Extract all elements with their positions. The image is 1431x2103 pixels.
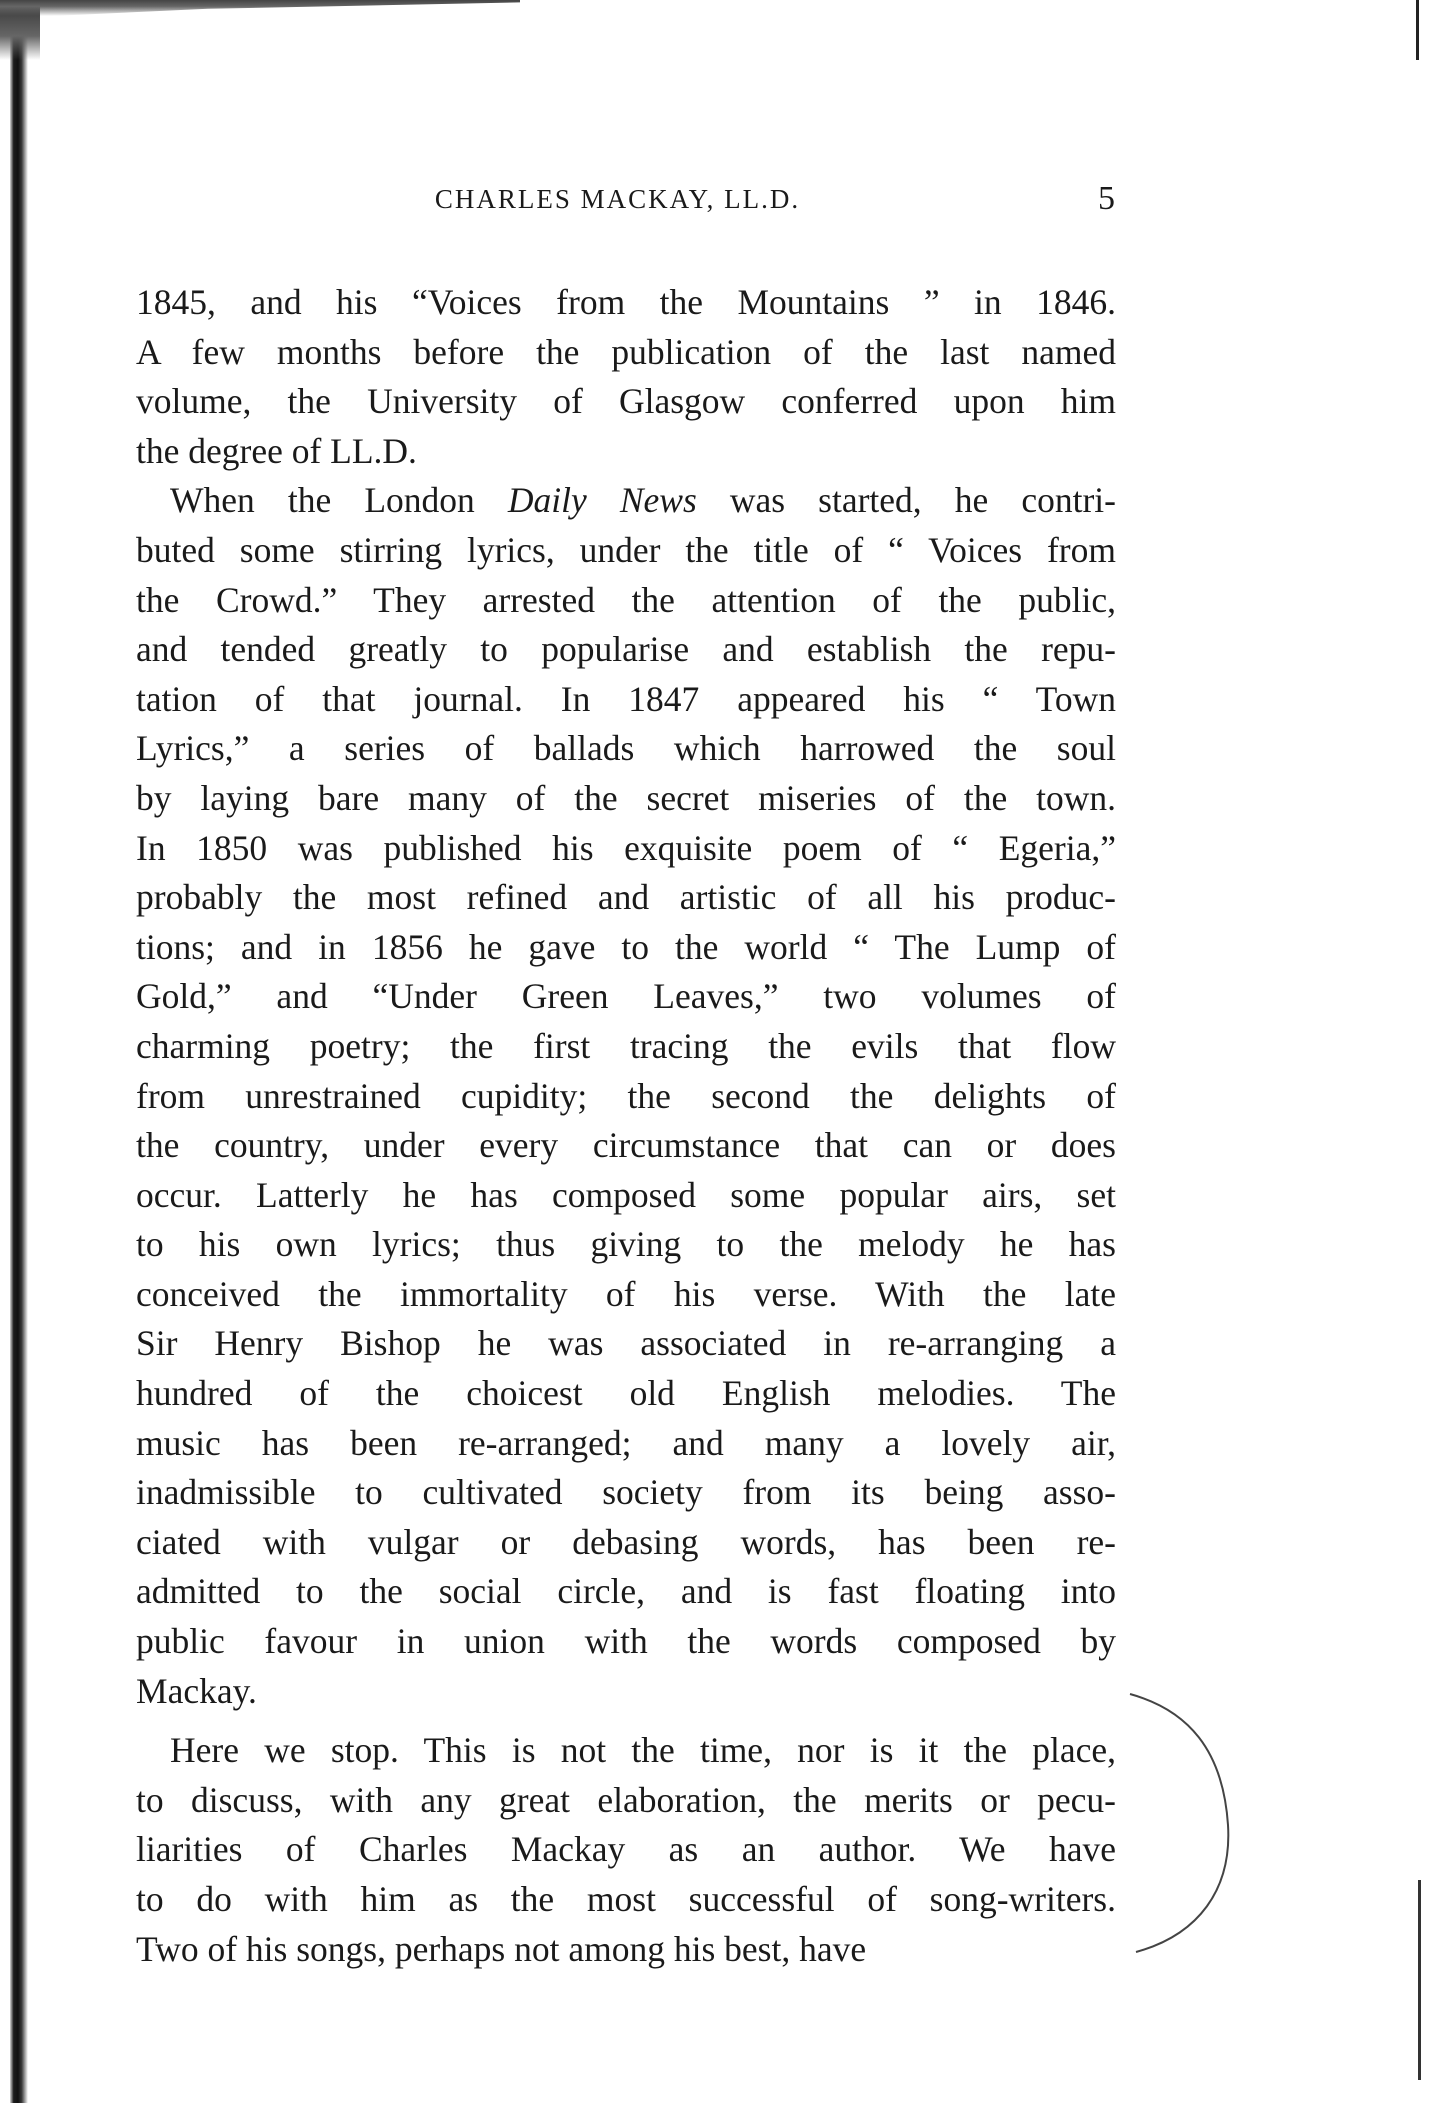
text-line: the Crowd.” They arrested the attention of the public,: [136, 579, 1116, 620]
text-line: buted some stirring lyrics, under the title of “ Voices from: [136, 529, 1116, 570]
text-line: hundred of the choicest old English melodies. The: [136, 1373, 1116, 1414]
text-line: Here we stop. This is not the time, nor is it the place,: [170, 1730, 1116, 1771]
text-line: inadmissible to cultivated society from its being asso-: [136, 1472, 1116, 1513]
text-line: admitted to the social circle, and is fast floating into: [136, 1571, 1116, 1612]
text-line: Gold,” and “Under Green Leaves,” two volumes of: [136, 976, 1116, 1017]
text-line: 1845, and his “Voices from the Mountains ” in 1846.: [136, 282, 1116, 322]
paragraph: [136, 1726, 1116, 1974]
running-head: [140, 180, 1115, 220]
text-line: volume, the University of Glasgow conferred upon him: [136, 381, 1116, 422]
text-line: conceived the immortality of his verse. With the late: [136, 1273, 1116, 1314]
text-line: occur. Latterly he has composed some popular airs, set: [136, 1174, 1116, 1215]
text-line: In 1850 was published his exquisite poem of “ Egeria,”: [136, 827, 1116, 868]
text-line: Two of his songs, perhaps not among his best, have: [136, 1928, 867, 1969]
text-line: and tended greatly to popularise and establish the repu-: [136, 629, 1116, 670]
text-line: probably the most refined and artistic of all his produc-: [136, 877, 1116, 918]
paragraph: [136, 476, 1116, 1716]
text-line: the degree of LL.D.: [136, 430, 417, 471]
text-line: to discuss, with any great elaboration, the merits or pecu-: [136, 1779, 1116, 1820]
text-line: by laying bare many of the secret miseries of the town.: [136, 777, 1116, 818]
text-line: to do with him as the most successful of song-writers.: [136, 1879, 1116, 1919]
text-line: from unrestrained cupidity; the second the delights of: [136, 1075, 1116, 1116]
text-line: music has been re-arranged; and many a lovely air,: [136, 1422, 1116, 1463]
running-title: CHARLES MACKAY, LL.D.: [434, 184, 801, 214]
page-number: 5: [1098, 180, 1115, 217]
text-line: Sir Henry Bishop he was associated in re-arranging a: [136, 1323, 1116, 1364]
text-line: charming poetry; the first tracing the evils that flow: [136, 1025, 1116, 1066]
text-line: tions; and in 1856 he gave to the world “ The Lump of: [136, 926, 1116, 967]
text-line: public favour in union with the words composed by: [136, 1621, 1116, 1662]
text-line: Mackay.: [136, 1670, 257, 1711]
text-line: tation of that journal. In 1847 appeared his “ Town: [136, 678, 1116, 719]
text-line: the country, under every circumstance that can or does: [136, 1125, 1116, 1166]
scan-edge-right-lower: [1418, 1880, 1421, 2080]
scan-edge-left: [10, 0, 28, 2103]
text-line: to his own lyrics; thus giving to the melody he has: [136, 1224, 1116, 1265]
text-segment: was started, he contri-: [696, 480, 1116, 521]
body-text: [136, 278, 1116, 1974]
text-line: liarities of Charles Mackay as an author. We have: [136, 1829, 1116, 1870]
margin-bracket-mark: [1128, 1690, 1248, 1960]
scan-edge-top: [0, 0, 520, 16]
text-line: A few months before the publication of the last named: [136, 331, 1116, 372]
paragraph: [136, 278, 1116, 476]
text-line: ciated with vulgar or debasing words, has been re-: [136, 1521, 1116, 1562]
scan-edge-right: [1416, 0, 1419, 60]
text-line: Lyrics,” a series of ballads which harrowed the soul: [136, 728, 1116, 769]
text-segment: When the London: [170, 480, 508, 521]
text-line: [136, 476, 1116, 526]
italic-title: Daily News: [507, 480, 697, 521]
